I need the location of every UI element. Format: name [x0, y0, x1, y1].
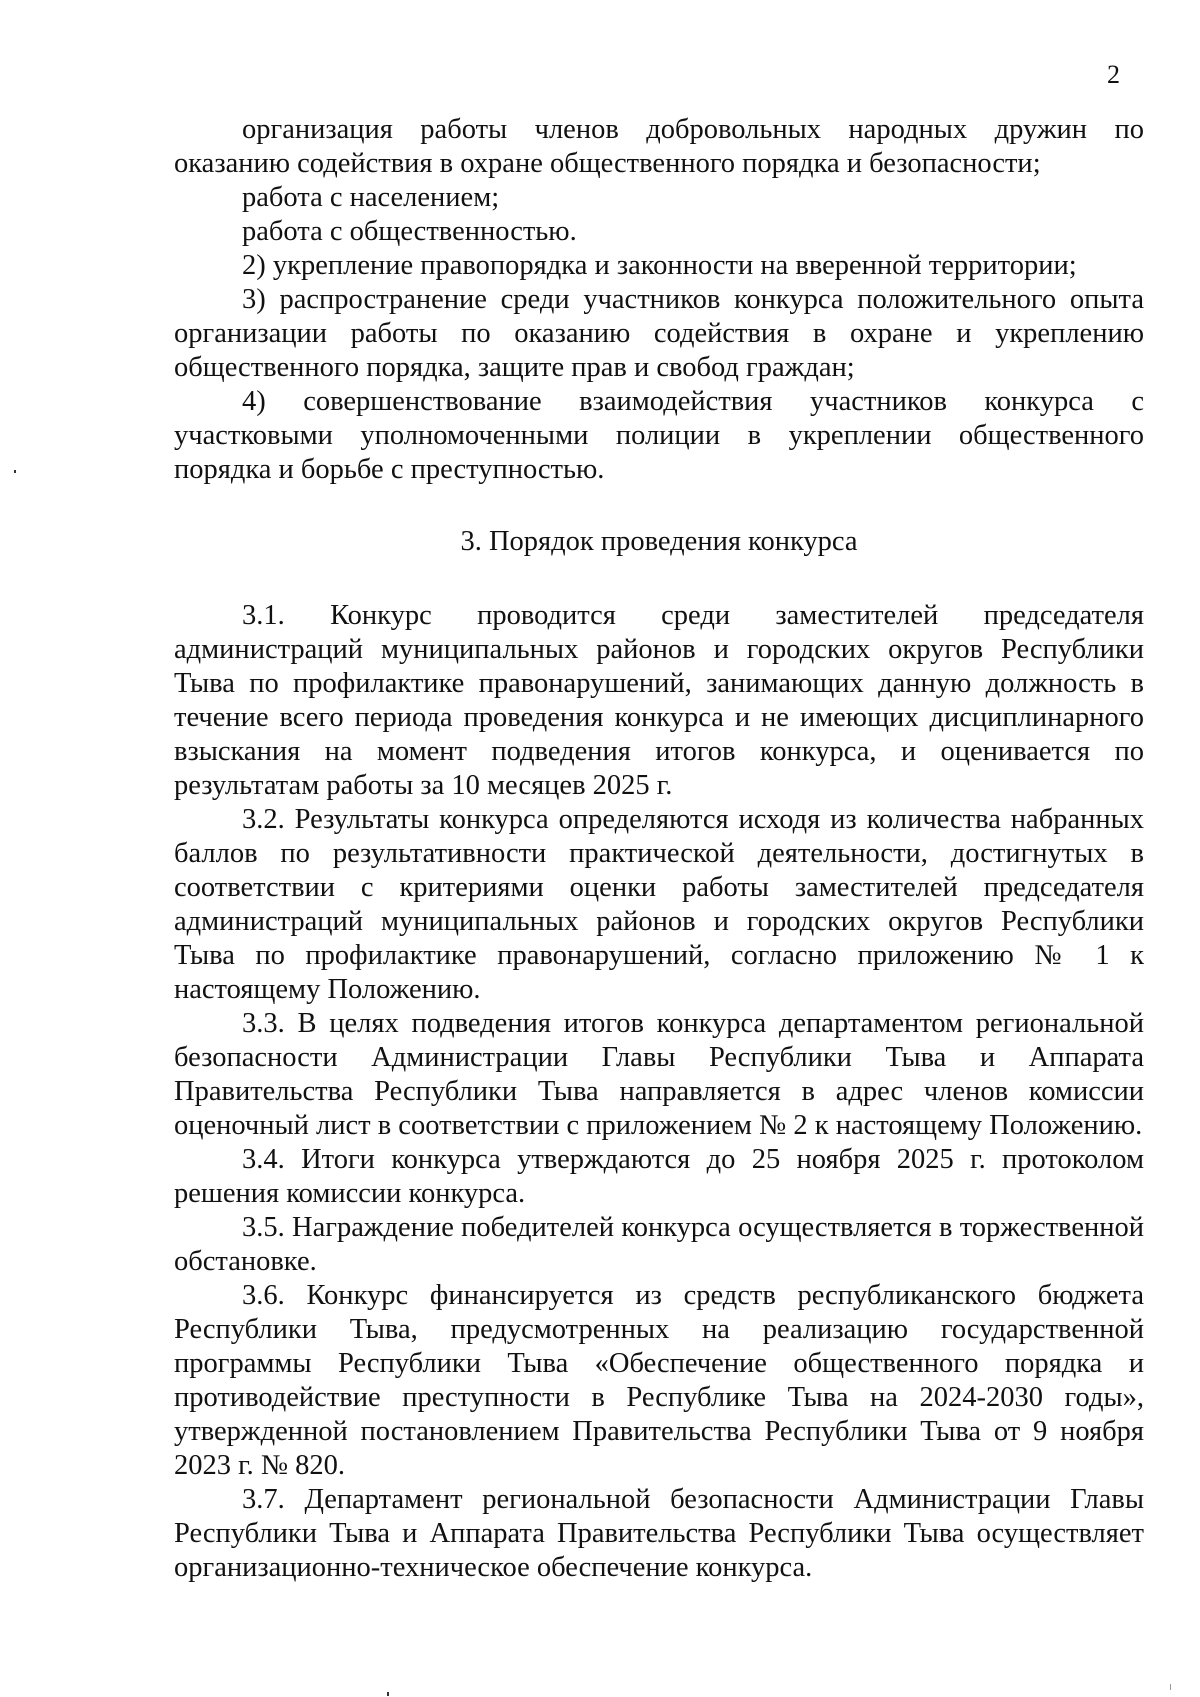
paragraph: работа с общественностью.: [242, 216, 577, 247]
clause-3-7: 3.7. Департамент региональной безопасности Администрации Главы Республики Тыва и Аппарата Правительства Республики Тыва осуществляет организационно-техническое обеспечение конкурса.: [174, 1484, 1144, 1583]
scan-speck: [1170, 1684, 1171, 1690]
document-body: [174, 113, 1144, 1585]
paragraph: 4) совершенствование взаимодействия участников конкурса с участковыми уполномоченными полиции в укреплении общественного порядка и борьбе с преступностью.: [174, 386, 1144, 485]
paragraph: работа с населением;: [242, 182, 500, 213]
section-heading: 3. Порядок проведения конкурса: [460, 526, 858, 557]
clause-3-5: 3.5. Награждение победителей конкурса осуществляется в торжественной обстановке.: [174, 1212, 1144, 1277]
page-number: 2: [1107, 60, 1120, 89]
scan-speck: [14, 470, 16, 473]
paragraph: 3) распространение среди участников конкурса положительного опыта организации работы по оказанию содействия в охране и укреплению общественного порядка, защите прав и свобод граждан;: [174, 284, 1144, 383]
clause-3-1: 3.1. Конкурс проводится среди заместителей председателя администраций муниципальных районов и городских округов Республики Тыва по профилактике правонарушений, занимающих данную должность в течение всего периода проведения конкурса и не имеющих дисциплинарного взыскания на момент подведения итогов конкурса, и оценивается по результатам работы за 10 месяцев 2025 г.: [174, 600, 1144, 801]
scan-speck: [387, 1692, 389, 1696]
clause-3-2: 3.2. Результаты конкурса определяются исходя из количества набранных баллов по результативности практической деятельности, достигнутых в соответствии с критериями оценки работы заместителей председателя администраций муниципальных районов и городских округов Республики Тыва по профилактике правонарушений, согласно приложению № 1 к настоящему Положению.: [174, 804, 1144, 1005]
clause-3-3: 3.3. В целях подведения итогов конкурса департаментом региональной безопасности Администрации Главы Республики Тыва и Аппарата Правительства Республики Тыва направляется в адрес членов комиссии оценочный лист в соответствии с приложением № 2 к настоящему Положению.: [174, 1008, 1144, 1141]
paragraph: 2) укрепление правопорядка и законности на вверенной территории;: [242, 250, 1077, 281]
paragraph: организация работы членов добровольных народных дружин по оказанию содействия в охране общественного порядка и безопасности;: [174, 114, 1144, 179]
clause-3-6: 3.6. Конкурс финансируется из средств республиканского бюджета Республики Тыва, предусмотренных на реализацию государственной программы Республики Тыва «Обеспечение общественного порядка и противодействие преступности в Республике Тыва на 2024-2030 годы», утвержденной постановлением Правительства Республики Тыва от 9 ноября 2023 г. № 820.: [174, 1280, 1144, 1481]
clause-3-4: 3.4. Итоги конкурса утверждаются до 25 ноября 2025 г. протоколом решения комиссии конкурса.: [174, 1144, 1144, 1209]
